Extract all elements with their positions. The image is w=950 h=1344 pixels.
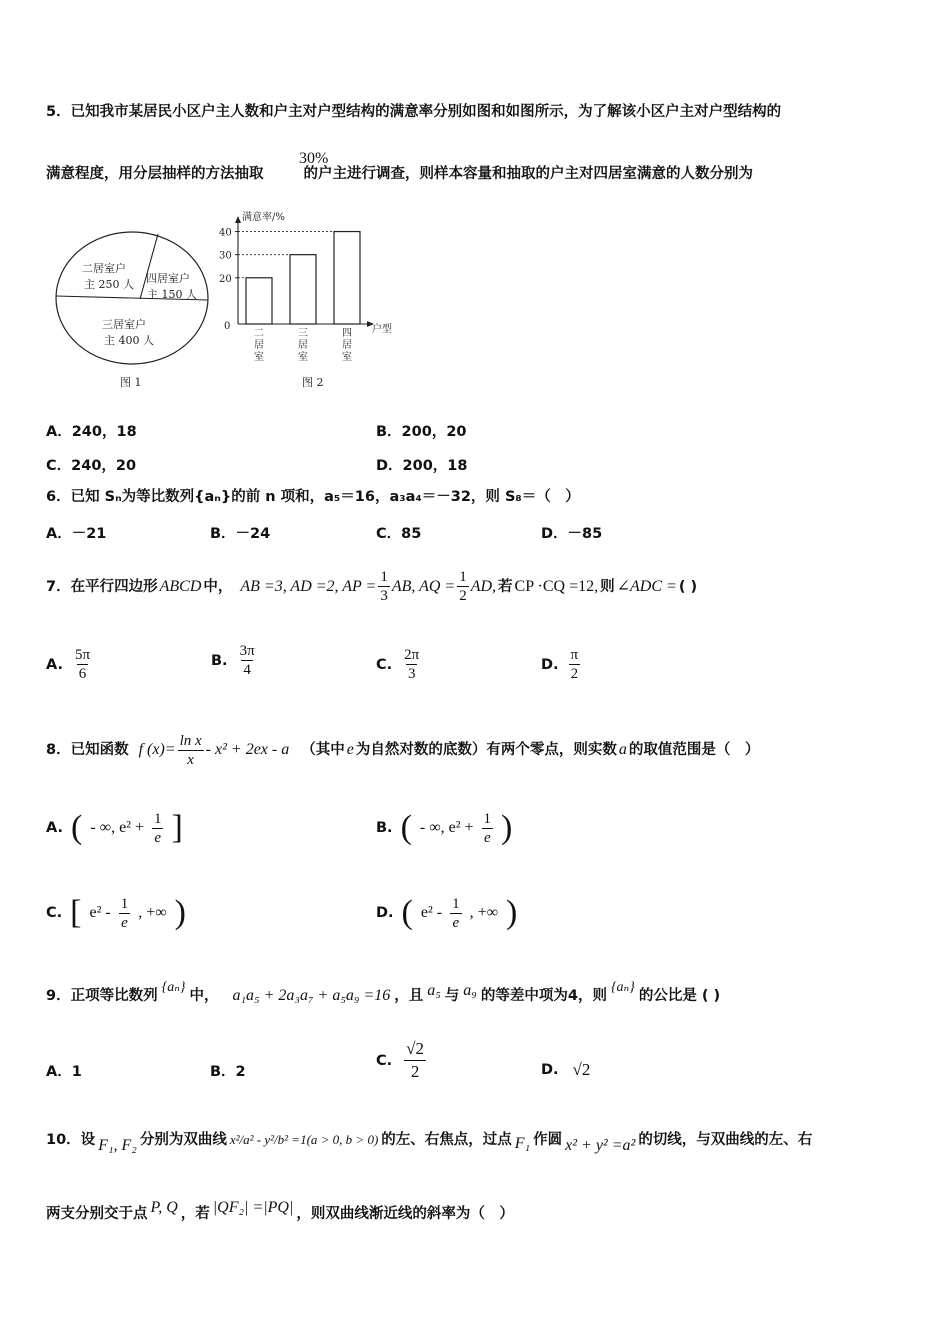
q7-cond-b: AB, AQ = (391, 577, 456, 595)
q9-a5: a₅ (427, 982, 441, 999)
y-tick-label-30: 30 (219, 250, 232, 262)
q8-e: e (346, 741, 354, 758)
bars-layer (219, 228, 360, 363)
option-label: B. (211, 652, 228, 669)
option-label: D. (541, 1062, 559, 1078)
option-value: √2 (572, 1060, 591, 1079)
interval-fraction (119, 895, 131, 932)
q9-option-d[interactable] (541, 1060, 590, 1080)
q10-t4: 的切线，与双曲线的左、右 (638, 1132, 813, 1148)
bracket-left: [ (70, 894, 82, 931)
q8-a: a (618, 741, 627, 758)
fig1-caption: 图 1 (120, 376, 142, 389)
q5-line1: 5．已知我市某居民小区户主人数和户主对户型结构的满意率分别如图和如图所示，为了解该小区户主对户型结构的 (46, 104, 782, 120)
q10-line2-a: 两支分别交于点 (46, 1206, 148, 1222)
q7-shape: ABCD (159, 577, 202, 595)
frac-num: 5π (75, 647, 91, 663)
q8-f: f (x)= (138, 741, 176, 758)
q9-mid2: ，且 (394, 988, 424, 1004)
q10-line2 (46, 1199, 514, 1224)
q9-mid3: 的等差中项为4，则 (480, 988, 607, 1004)
bar-2 (290, 255, 316, 324)
q10-line2-b: ，若 (180, 1206, 210, 1222)
y-tick-label-0: 0 (224, 321, 231, 332)
sector-label-2b: 主 150 人 (147, 288, 197, 301)
q9-stem (46, 980, 721, 1006)
q9-seq-2: {aₙ} (610, 980, 635, 995)
bracket-left: ( (400, 809, 412, 846)
interval-fraction (482, 810, 494, 847)
q10-prefix: 10．设 (46, 1132, 96, 1148)
frac-den: e (121, 914, 128, 931)
q7-option-c[interactable] (376, 646, 421, 683)
x-tick-label-3: 四居室 (342, 328, 352, 363)
interval-fraction (450, 895, 462, 932)
q7-if: 若 (498, 578, 513, 595)
q10-circle: x² + y² =a² (565, 1137, 636, 1154)
frac-num: 1 (380, 569, 388, 585)
frac-num: 2π (404, 647, 420, 663)
y-tick-label-20: 20 (219, 273, 232, 285)
option-label: A. (46, 656, 63, 673)
frac-den: e (483, 829, 491, 846)
q5-option-b[interactable]: B．200，20 (376, 424, 467, 440)
frac-den: e (154, 829, 162, 846)
q8-prefix: 8．已知函数 (46, 742, 129, 758)
q7-frac-1-3 (378, 568, 390, 605)
sector-label-2a: 四居室户 (146, 272, 190, 285)
option-fraction (569, 646, 581, 683)
frac-num: 1 (483, 810, 492, 827)
option-label: C. (376, 656, 393, 673)
q8-end: 的取值范围是（ ） (628, 742, 760, 758)
option-fraction (73, 646, 92, 683)
bracket-left: ( (401, 894, 413, 931)
q10-hyperbola: x²/a² - y²/b² =1(a > 0, b > 0) (229, 1132, 379, 1147)
q8-note: （其中 (301, 742, 345, 758)
q8-option-c[interactable] (46, 893, 186, 933)
frac-den: 3 (380, 588, 388, 604)
frac-den: x (187, 751, 194, 768)
q5-percent: 30% (299, 150, 329, 167)
q6-option-a[interactable]: A．－21 (46, 526, 107, 542)
q10-pq: P, Q (150, 1199, 178, 1216)
bracket-right: ) (506, 894, 518, 931)
q7-option-b[interactable] (211, 642, 257, 679)
q10-t3: 作圆 (533, 1132, 563, 1148)
q7-cond-a: AB =3, AD =2, AP = (240, 577, 377, 595)
q10-t2: 的左、右焦点，过点 (381, 1132, 512, 1148)
q9-mid: 中， (189, 988, 219, 1004)
q8-option-d[interactable] (376, 893, 517, 933)
option-label: D. (376, 905, 394, 921)
q9-end: 的公比是 ( ) (638, 988, 721, 1004)
frac-num: 1 (459, 569, 467, 585)
q8-stem (46, 728, 759, 772)
frac-den: 6 (78, 666, 87, 682)
q10-cond: |QF₂| =|PQ| (212, 1199, 294, 1216)
q8-frac (178, 732, 204, 769)
sector-label-1b: 主 250 人 (84, 278, 134, 291)
option-label: B. (376, 820, 393, 836)
frac-num: 1 (120, 895, 129, 912)
y-tick-label-40: 40 (219, 227, 232, 239)
q5-option-a[interactable]: A．240，18 (46, 424, 137, 440)
q7-then: 则 (600, 578, 615, 595)
y-axis-label: 满意率/% (242, 212, 285, 223)
q7-dot: CP ·CQ =12, (514, 577, 599, 595)
frac-den: 2 (410, 1062, 420, 1081)
option-fraction (402, 646, 421, 683)
q9-option-c[interactable] (376, 1038, 426, 1083)
option-label: D. (541, 656, 559, 673)
q7-stem (46, 568, 697, 605)
q10-t1: 分别为双曲线 (139, 1132, 227, 1148)
frac-den: 3 (407, 666, 416, 682)
q8-rest: - x² + 2ex - a (205, 741, 290, 758)
bracket-right: ) (174, 894, 186, 931)
q9-eq: a₁a₅ + 2a₃a₇ + a₅a₉ =16 (232, 987, 391, 1004)
q9-option-a[interactable]: A．1 (46, 1064, 82, 1080)
q5-line2-a: 满意程度，用分层抽样的方法抽取 (46, 166, 264, 182)
q9-and: 与 (444, 988, 460, 1004)
y-axis-arrow (235, 216, 241, 223)
q10-f1: F₁ (514, 1135, 531, 1152)
q9-option-b[interactable]: B．2 (210, 1064, 246, 1080)
frac-den: 4 (243, 662, 251, 678)
q7-end: ( ) (678, 578, 698, 595)
interval-fraction (152, 810, 164, 847)
x-tick-label-1: 二居室 (254, 328, 264, 363)
q7-cond-c: AD, (470, 577, 497, 595)
q7-option-d[interactable] (541, 646, 580, 683)
q8-option-a[interactable] (46, 808, 183, 848)
frac-den: 2 (570, 666, 579, 682)
option-label: A. (46, 820, 63, 836)
fig2-bar-chart (210, 206, 410, 398)
fig1-pie-chart (50, 218, 220, 393)
q5-line2 (46, 164, 753, 184)
q10-line2-c: ，则双曲线渐近线的斜率为（ ） (296, 1206, 514, 1222)
interval-tail: , +∞ (469, 904, 499, 921)
sector-label-1a: 二居室户 (82, 262, 126, 275)
q8-option-b[interactable] (376, 808, 512, 848)
q9-seq: {aₙ} (161, 980, 186, 995)
q6-option-d[interactable]: D．－85 (541, 526, 603, 542)
frac-num: 3π (239, 643, 255, 659)
bracket-left: ( (71, 809, 83, 846)
q6-option-c[interactable]: C．85 (376, 526, 422, 542)
frac-num: √2 (404, 1038, 426, 1061)
x-tick-label-2: 三居室 (298, 328, 308, 363)
q10-line1 (46, 1130, 813, 1154)
q5-option-d[interactable]: D．200，18 (376, 458, 468, 474)
bar-3 (334, 232, 360, 324)
interval-body: e² - (89, 904, 111, 921)
q5-line2-b: 的户主进行调查，则样本容量和抽取的户主对四居室满意的人数分别为 (303, 166, 753, 182)
option-label: C. (46, 905, 63, 921)
q7-angle: ∠ADC = (616, 577, 677, 595)
sector-label-3a: 三居室户 (102, 318, 146, 331)
interval-tail: , +∞ (138, 904, 167, 921)
q8-note2: 为自然对数的底数）有两个零点，则实数 (355, 742, 617, 758)
option-fraction (238, 642, 257, 679)
frac-den: e (452, 914, 460, 931)
frac-den: 2 (459, 588, 467, 604)
bracket-right: ) (501, 809, 513, 846)
option-fraction (404, 1038, 426, 1083)
q7-option-a[interactable] (46, 646, 92, 683)
frac-num: π (570, 647, 579, 663)
q5-option-c[interactable]: C．240，20 (46, 458, 137, 474)
sector-label-3b: 主 400 人 (104, 334, 154, 347)
q6-option-b[interactable]: B．－24 (210, 526, 271, 542)
q6-text: 6．已知 Sₙ为等比数列{aₙ}的前 n 项和，a₅＝16，a₃a₄＝－32，则 S₈＝（ ） (46, 489, 580, 505)
frac-num: ln x (179, 732, 202, 749)
q7-prefix: 7．在平行四边形 (46, 578, 158, 595)
fig2-caption: 图 2 (302, 376, 324, 389)
interval-body: - ∞, e² + (419, 819, 474, 836)
bracket-right: ] (171, 809, 183, 846)
interval-body: - ∞, e² + (90, 819, 144, 836)
q7-frac-1-2 (457, 568, 469, 605)
frac-num: 1 (452, 895, 460, 912)
option-label: C. (376, 1052, 393, 1069)
q9-prefix: 9．正项等比数列 (46, 988, 158, 1004)
x-axis-label: 户型 (372, 324, 392, 335)
q7-mid: 中， (203, 578, 233, 595)
interval-body: e² - (420, 904, 443, 921)
bar-1 (246, 278, 272, 324)
q9-a9: a₉ (463, 982, 477, 999)
q10-foci: F₁, F₂ (98, 1137, 137, 1154)
frac-num: 1 (153, 810, 162, 827)
